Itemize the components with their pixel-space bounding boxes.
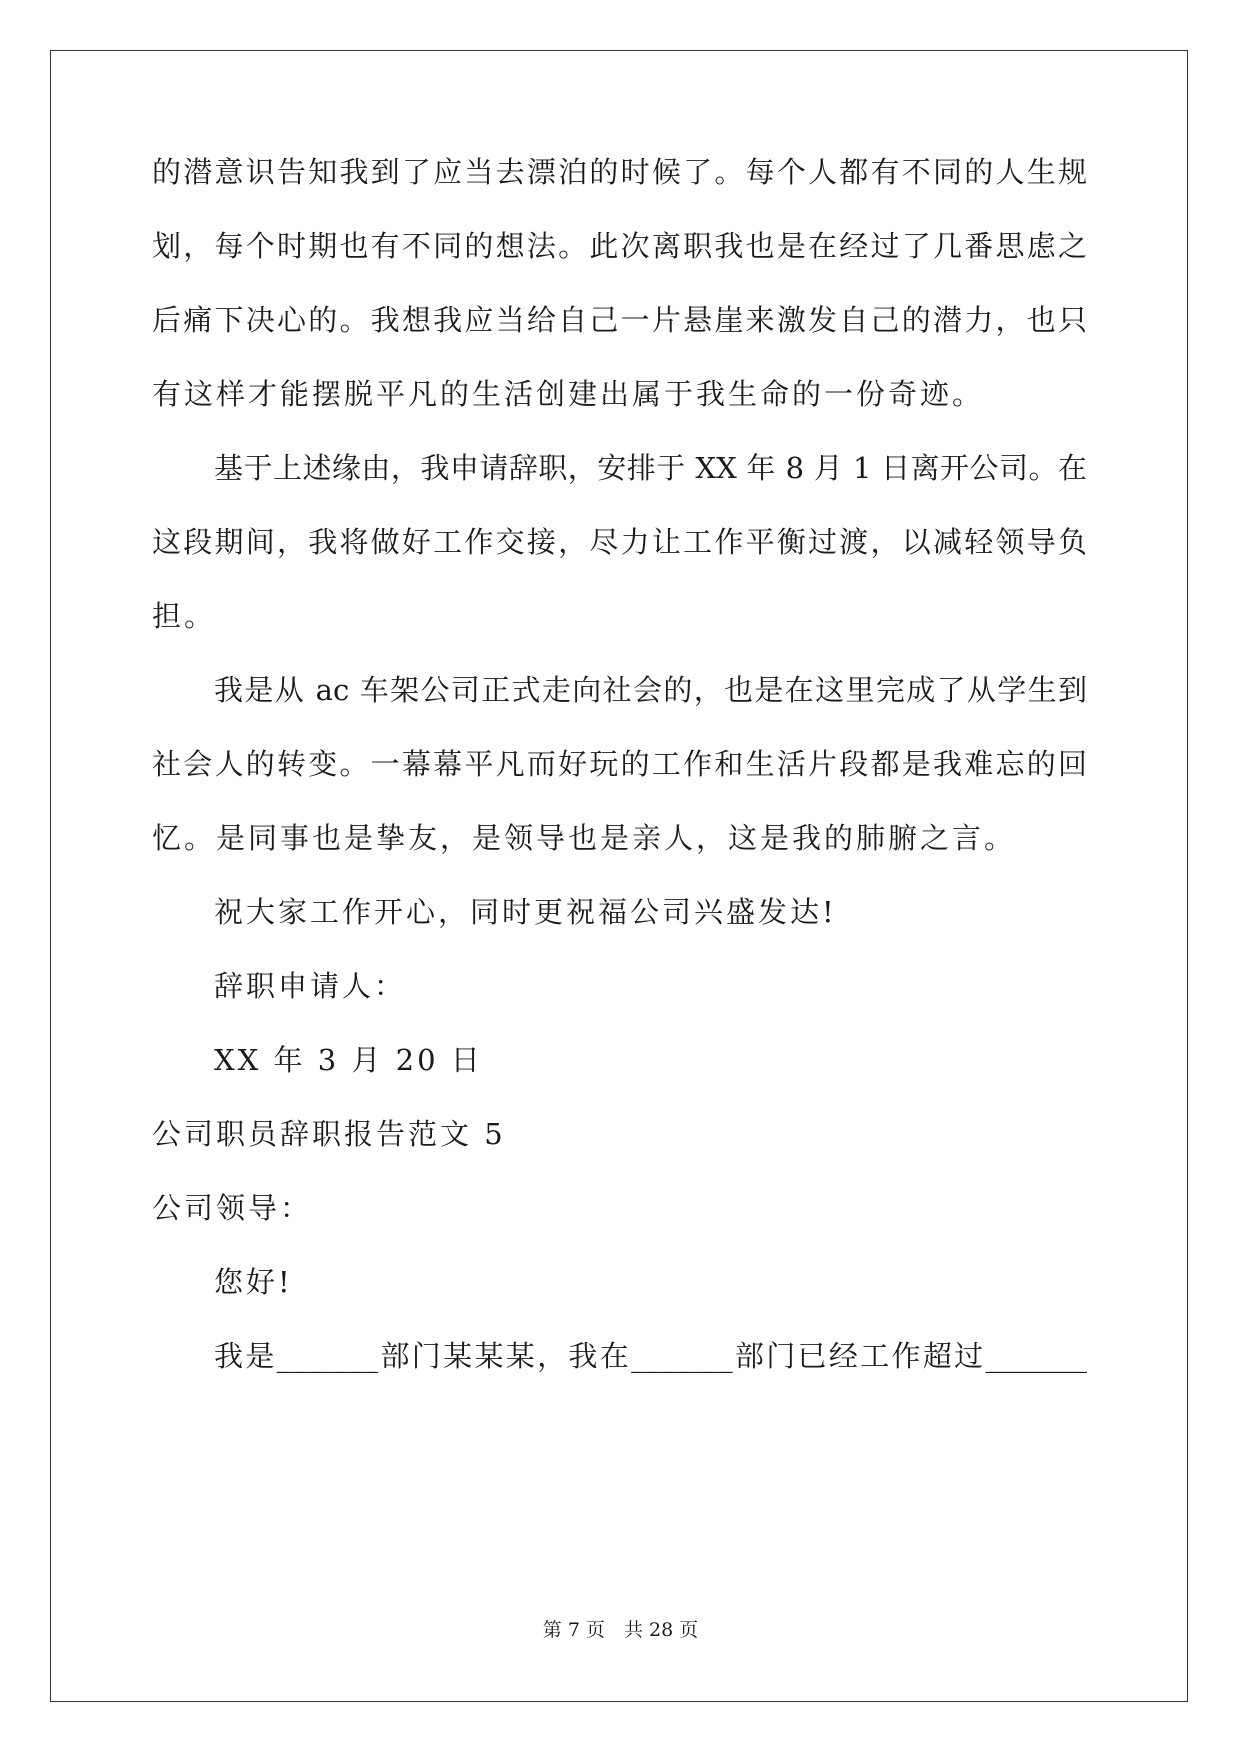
- closing-wish: 祝大家工作开心，同时更祝福公司兴盛发达!: [214, 895, 837, 929]
- page-number: 第 7 页 共 28 页: [542, 1619, 699, 1641]
- body-line: 的潜意识告知我到了应当去漂泊的时候了。每个人都有不同的人生规: [152, 155, 1087, 189]
- body-line: 有这样才能摆脱平凡的生活创建出属于我生命的一份奇迹。: [152, 377, 985, 411]
- body-line: 划，每个时期也有不同的想法。此次离职我也是在经过了几番思虑之: [152, 229, 1087, 263]
- signature-label: 辞职申请人：: [214, 969, 407, 1003]
- body-line: 忆。是同事也是挚友，是领导也是亲人，这是我的肺腑之言。: [152, 821, 1017, 855]
- page-border: [50, 50, 1188, 1702]
- body-line: 后痛下决心的。我想我应当给自己一片悬崖来激发自己的潜力，也只: [152, 303, 1087, 337]
- salutation: 公司领导：: [152, 1191, 313, 1225]
- body-line: 基于上述缘由，我申请辞职，安排于 XX 年 8 月 1 日离开公司。在: [214, 451, 1087, 485]
- greeting: 您好!: [214, 1265, 293, 1299]
- body-line: 这段期间，我将做好工作交接，尽力让工作平衡过渡，以减轻领导负: [152, 525, 1087, 559]
- body-line: 我是_______部门某某某，我在_______部门已经工作超过_______: [214, 1339, 1087, 1373]
- body-line: 担。: [152, 599, 217, 633]
- section-title: 公司职员辞职报告范文 5: [152, 1117, 506, 1151]
- body-line: 我是从 ac 车架公司正式走向社会的，也是在这里完成了从学生到: [214, 673, 1087, 707]
- body-line: 社会人的转变。一幕幕平凡而好玩的工作和生活片段都是我难忘的回: [152, 747, 1087, 781]
- date-line: XX 年 3 月 20 日: [214, 1043, 483, 1077]
